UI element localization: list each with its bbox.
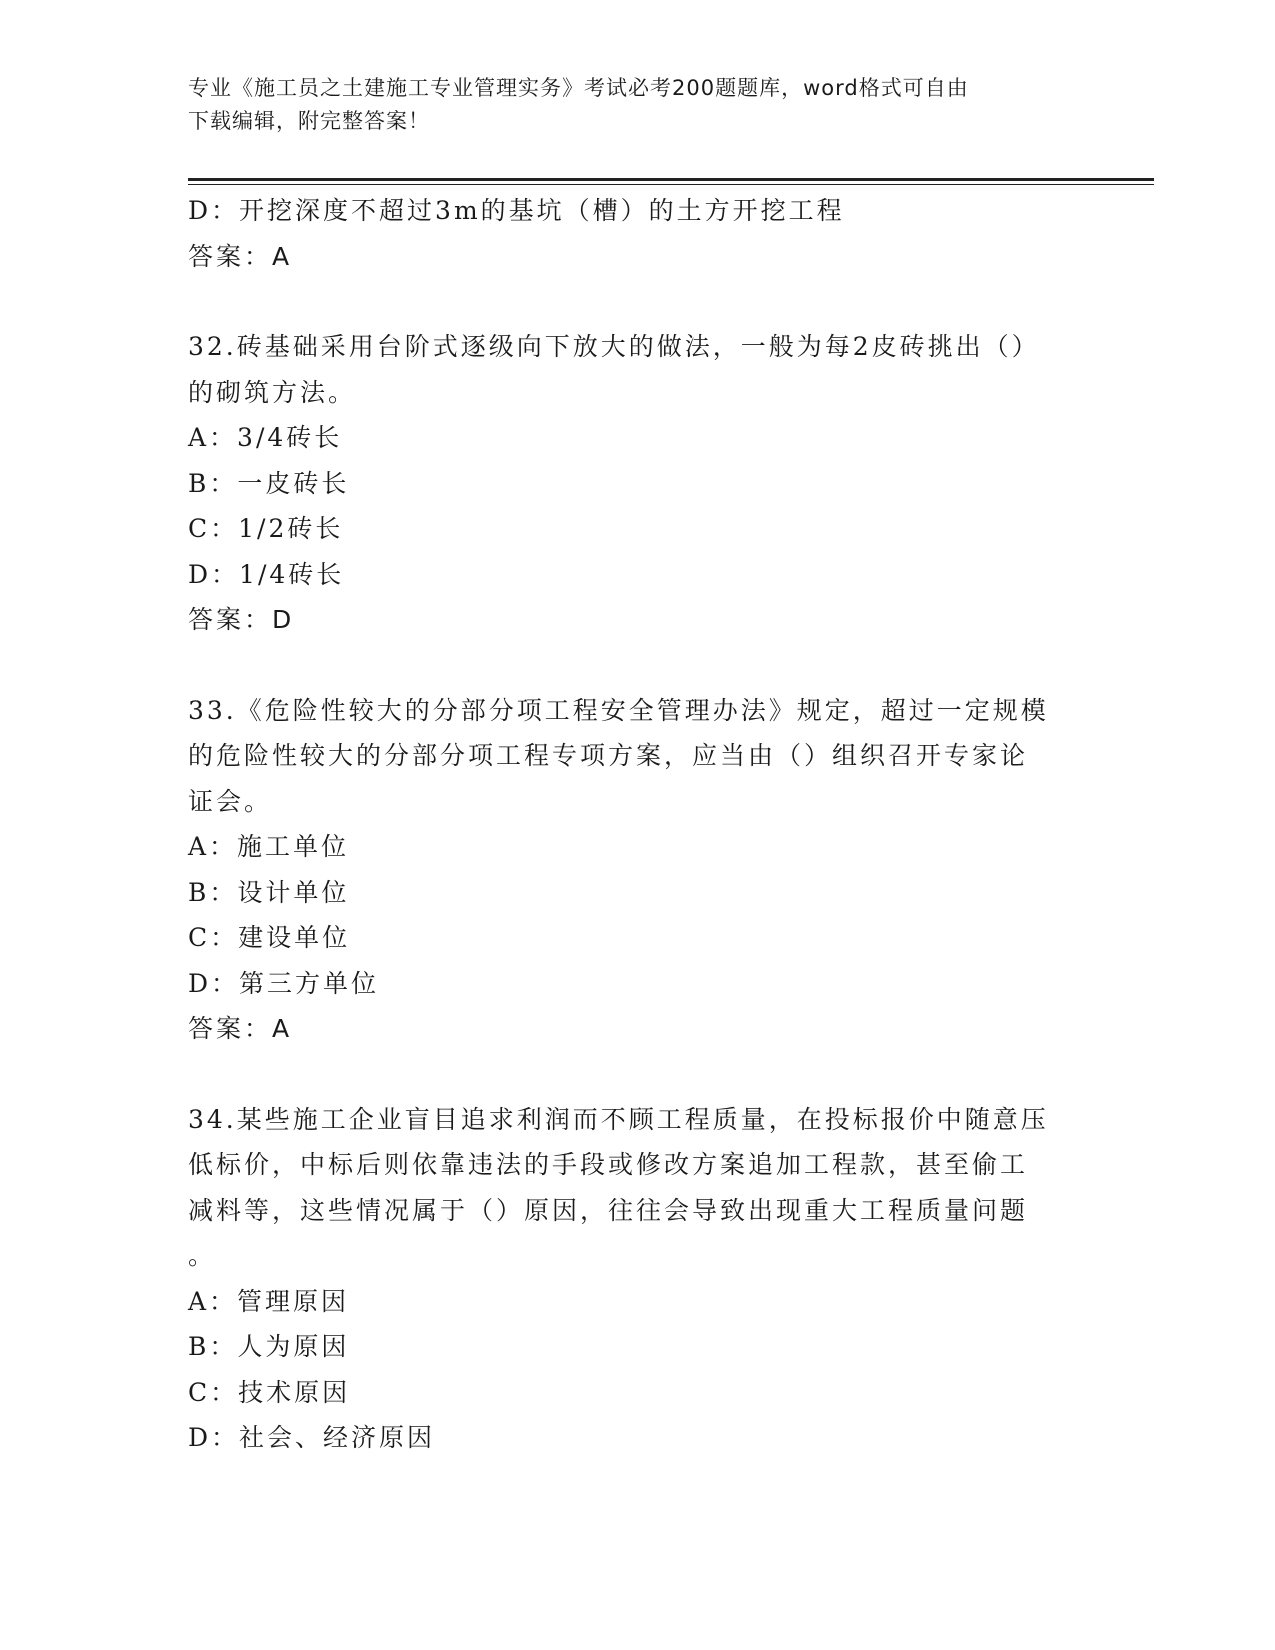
- question-stem-line: 证会。: [188, 786, 273, 816]
- answer: 答案：A: [188, 241, 293, 271]
- option-a: A：3/4砖长: [188, 423, 343, 452]
- answer: 答案：A: [188, 1014, 293, 1043]
- question-stem-line: 减料等，这些情况属于（）原因，往往会导致出现重大工程质量问题: [188, 1195, 1029, 1225]
- option-b: B：人为原因: [188, 1332, 350, 1361]
- option-a: A：管理原因: [188, 1286, 350, 1316]
- option-b: B：一皮砖长: [188, 468, 350, 498]
- header-line-1: 专业《施工员之土建施工专业管理实务》考试必考200题题库，word格式可自由: [188, 76, 969, 100]
- option-c: C：技术原因: [188, 1377, 351, 1407]
- option-d: D：第三方单位: [188, 968, 380, 998]
- question-stem-line: 32.砖基础采用台阶式逐级向下放大的做法，一般为每2皮砖挑出（）: [188, 332, 1040, 361]
- option-b: B：设计单位: [188, 877, 350, 907]
- option-a: A：施工单位: [188, 832, 350, 861]
- question-stem-line: 的危险性较大的分部分项工程专项方案，应当由（）组织召开专家论: [188, 741, 1029, 770]
- option-c: C：建设单位: [188, 923, 351, 952]
- question-stem-line: 。: [188, 1241, 217, 1270]
- question-stem-line: 低标价，中标后则依靠违法的手段或修改方案追加工程款，甚至偷工: [188, 1150, 1029, 1179]
- question-32: [188, 324, 1088, 643]
- answer: 答案：D: [188, 605, 295, 634]
- question-stem-line: 的砌筑方法。: [188, 377, 357, 407]
- document-body: [188, 188, 1088, 1461]
- question-34: [188, 1097, 1088, 1461]
- option-c: C：1/2砖长: [188, 514, 344, 543]
- document-header: [188, 72, 1088, 138]
- option-d: D：社会、经济原因: [188, 1423, 436, 1452]
- option-d: D：1/4砖长: [188, 559, 345, 589]
- question-33: [188, 688, 1088, 1052]
- option-d: D：开挖深度不超过3m的基坑（槽）的土方开挖工程: [188, 196, 845, 225]
- header-divider-thin: [188, 184, 1154, 185]
- question-stem-line: 34.某些施工企业盲目追求利润而不顾工程质量，在投标报价中随意压: [188, 1104, 1049, 1134]
- header-divider-thick: [188, 178, 1154, 181]
- question-31-continued: [188, 188, 1088, 279]
- question-stem-line: 33.《危险性较大的分部分项工程安全管理办法》规定，超过一定规模: [188, 695, 1049, 725]
- header-line-2: 下载编辑，附完整答案！: [188, 109, 430, 133]
